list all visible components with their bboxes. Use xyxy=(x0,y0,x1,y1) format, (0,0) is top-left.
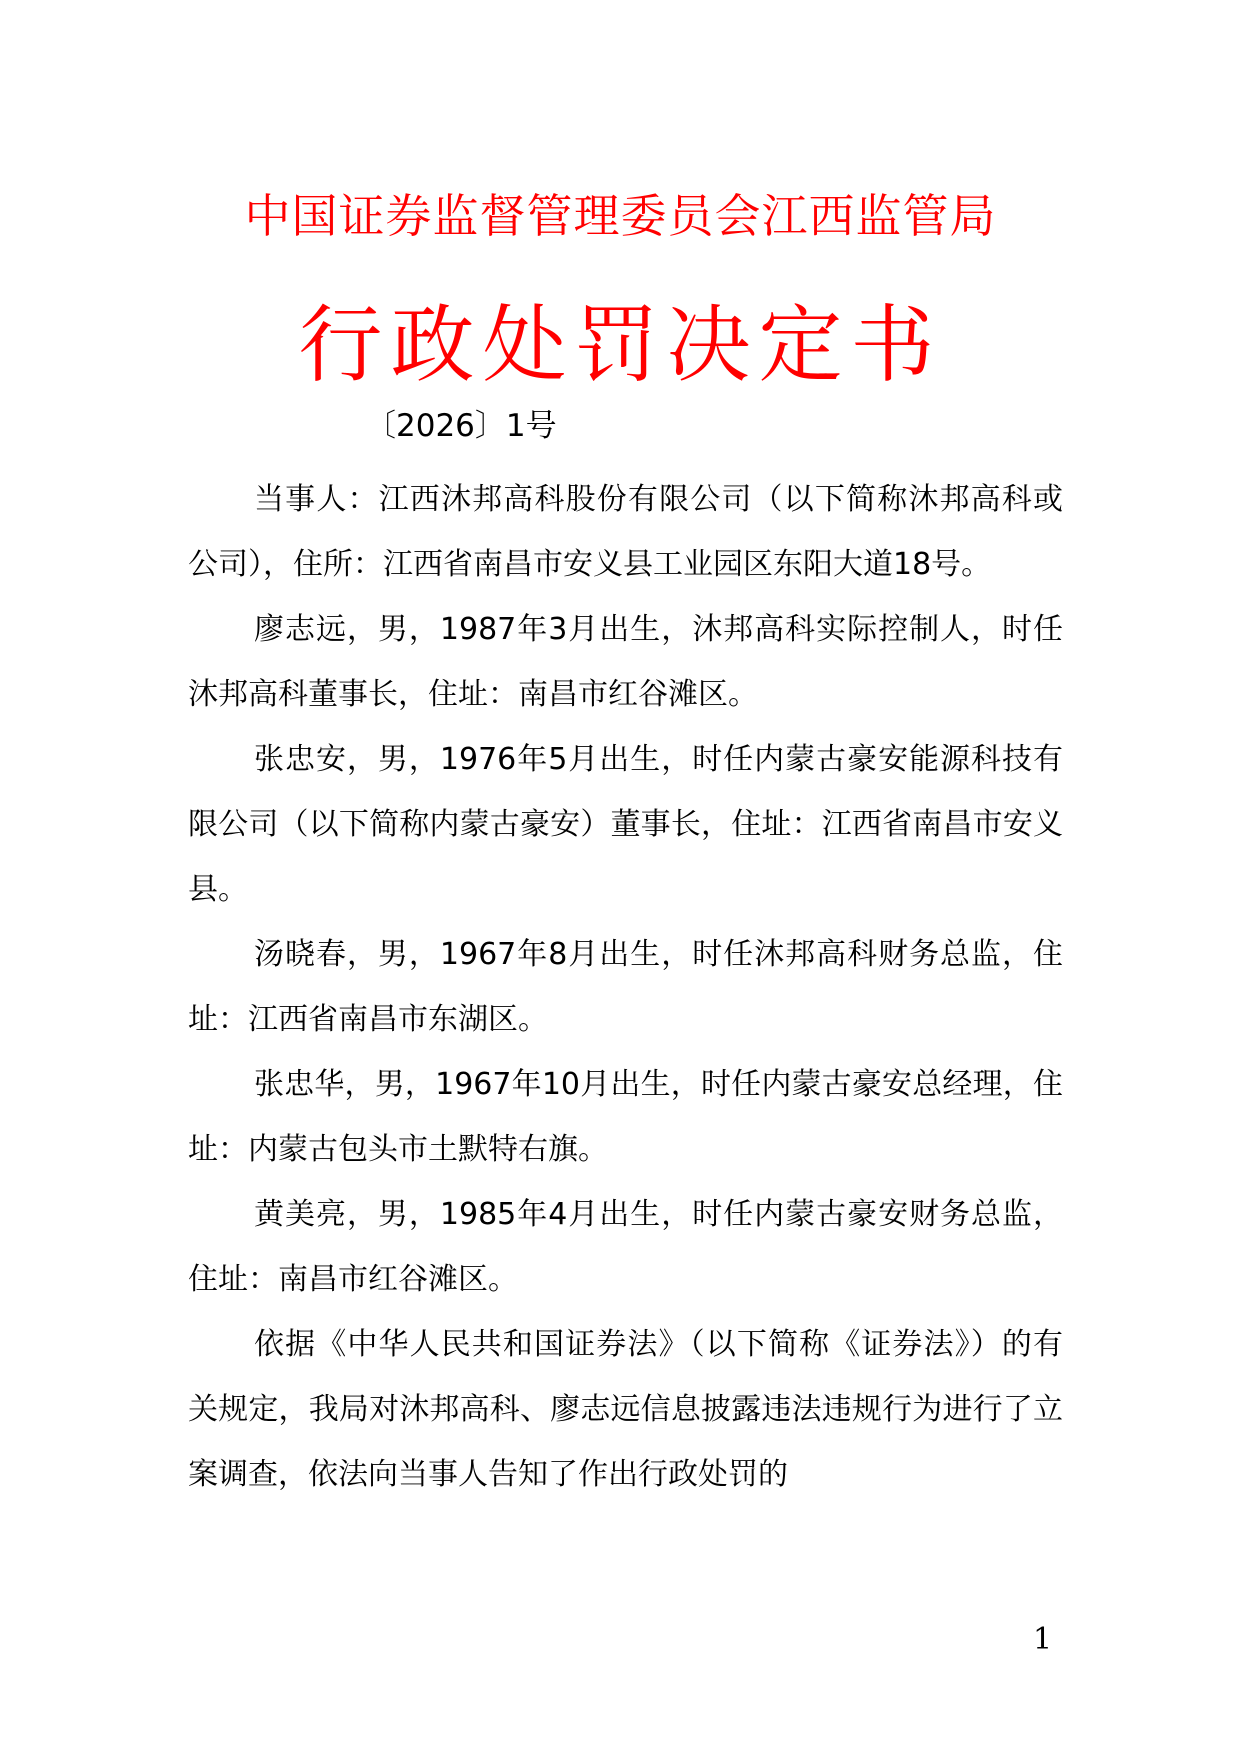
issuing-authority: 中国证券监督管理委员会江西监管局 xyxy=(244,189,997,243)
party-paragraph-huang: 黄美亮，男，1985年4月出生，时任内蒙古豪安财务总监，住址：南昌市红谷滩区。 xyxy=(188,1197,1063,1297)
party-paragraph-zhang-zhonghua: 张忠华，男，1967年10月出生，时任内蒙古豪安总经理，住址：内蒙古包头市土默特右旗。 xyxy=(188,1067,1063,1167)
party-paragraph-company: 当事人：江西沐邦高科股份有限公司（以下简称沐邦高科或公司），住所：江西省南昌市安义县工业园区东阳大道18号。 xyxy=(188,482,1063,582)
page-number: 1 xyxy=(1033,1622,1053,1657)
party-paragraph-zhang-zhongan: 张忠安，男，1976年5月出生，时任内蒙古豪安能源科技有限公司（以下简称内蒙古豪安）董事长，住址：江西省南昌市安义县。 xyxy=(188,742,1063,907)
basis-paragraph: 依据《中华人民共和国证券法》（以下简称《证券法》）的有关规定，我局对沐邦高科、廖志远信息披露违法违规行为进行了立案调查，依法向当事人告知了作出行政处罚的 xyxy=(188,1327,1063,1492)
document-number: 〔2026〕1号 xyxy=(365,408,557,444)
party-paragraph-liao: 廖志远，男，1987年3月出生，沐邦高科实际控制人，时任沐邦高科董事长，住址：南昌市红谷滩区。 xyxy=(188,612,1063,712)
document-body xyxy=(188,467,1063,1507)
document-title: 行政处罚决定书 xyxy=(298,296,943,394)
party-paragraph-tang: 汤晓春，男，1967年8月出生，时任沐邦高科财务总监，住址：江西省南昌市东湖区。 xyxy=(188,937,1063,1037)
